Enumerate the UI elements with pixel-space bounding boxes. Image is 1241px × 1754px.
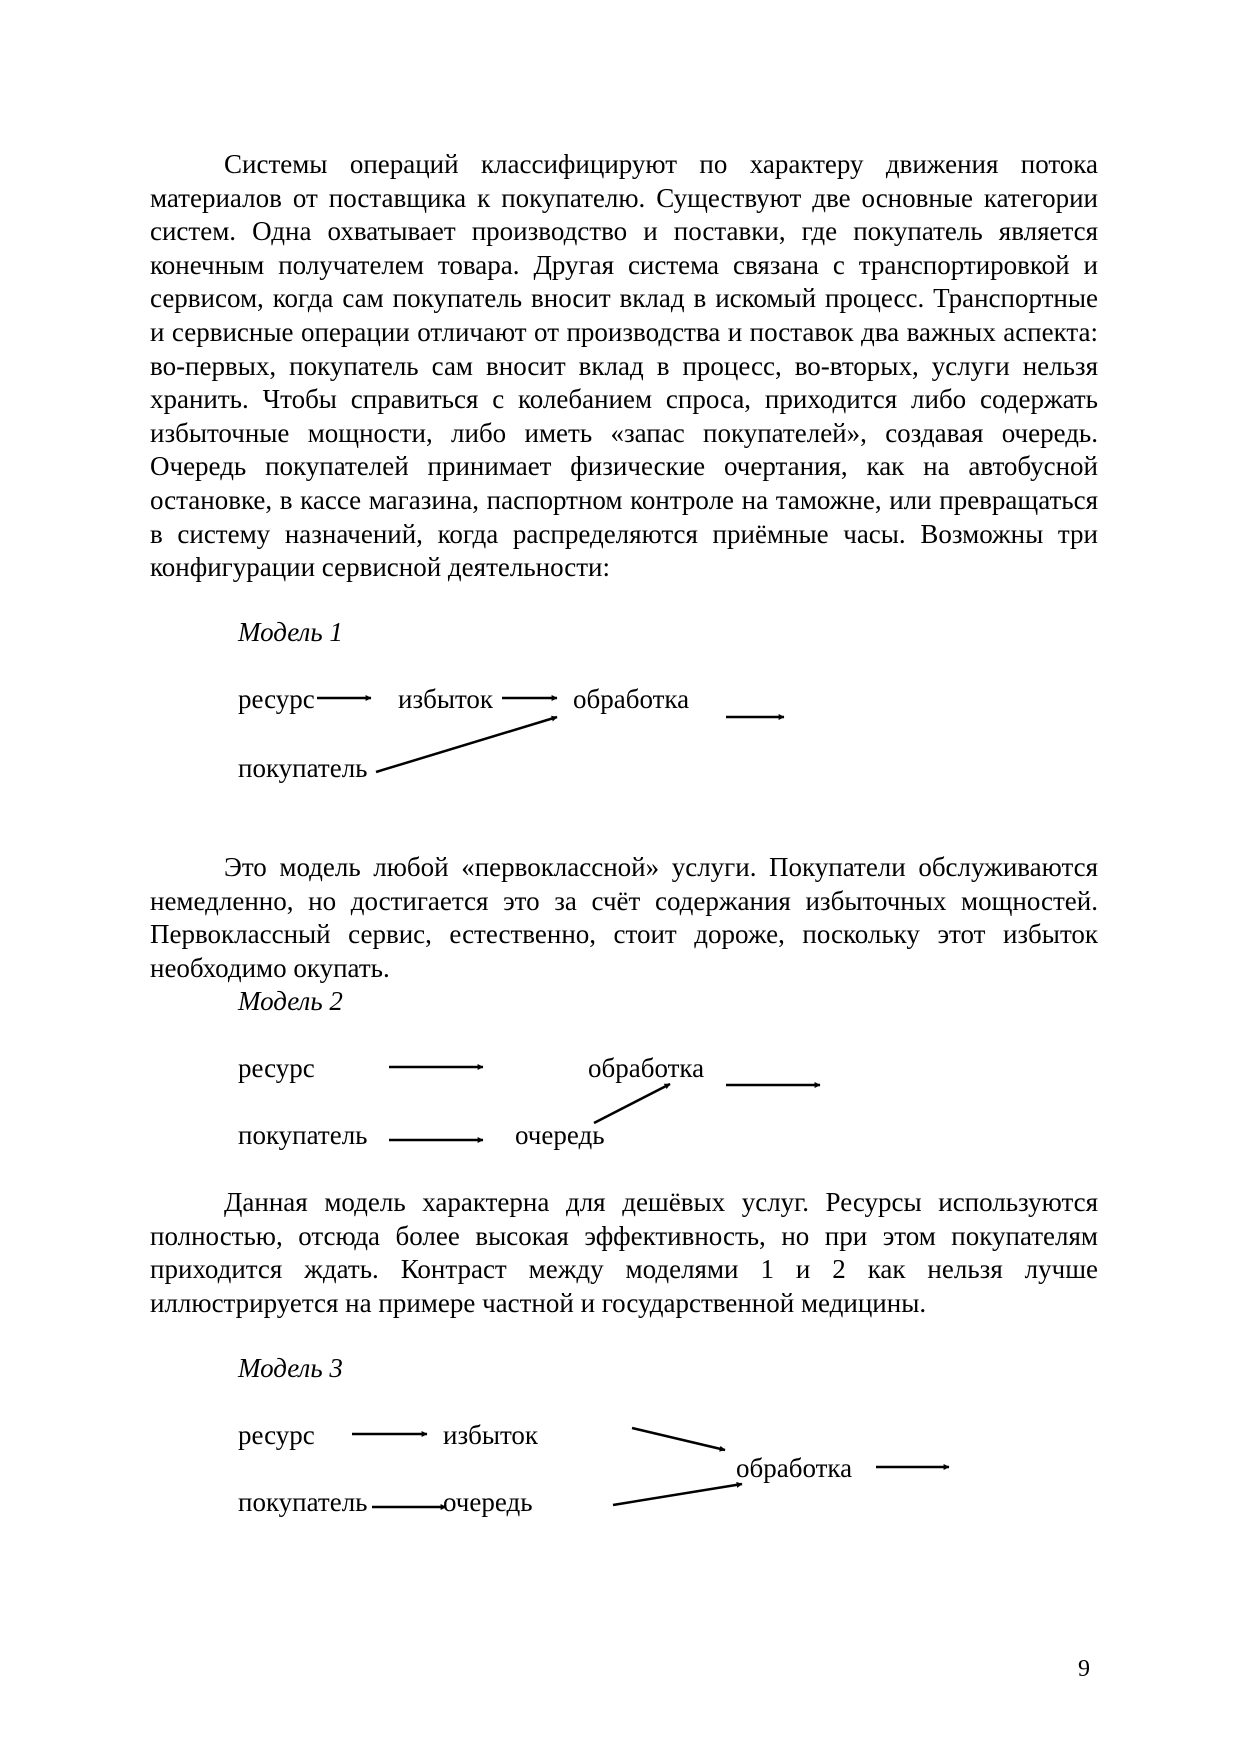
intro-paragraph: Системы операций классифицируют по характеру движения потока материалов от поставщика к покупателю. Существуют две основные категории систем. Одна охватывает производство и поставки, где покупатель является конечным получателем товара. Другая система связана с транспортировкой и сервисом, когда сам покупатель вносит вклад в искомый процесс. Транспортные и сервисные операции отличают от производства и поставок два важных аспекта: во-первых, покупатель сам вносит вклад в процесс, во-вторых, услуги нельзя хранить. Чтобы справиться с колебанием спроса, приходится либо содержать избыточные мощности, либо иметь «запас покупателей», создавая очередь. Очередь покупателей принимает физические очертания, как на автобусной остановке, в кассе магазина, паспортном контроле на таможне, или превращаться в систему назначений, когда распределяются приёмные часы. Возможны три конфигурации сервисной деятельности:: [150, 149, 1098, 583]
page-number: 9: [1078, 1656, 1090, 1682]
model-2-customer: покупатель: [238, 1120, 368, 1150]
model-3-queue: очередь: [443, 1487, 533, 1517]
model-1-description: Это модель любой «первоклассной» услуги. Покупатели обслуживаются немедленно, но достигается это за счёт содержания избыточных мощностей. Первоклассный сервис, естественно, стоит дороже, поскольку этот избыток необходимо окупать.: [150, 852, 1098, 983]
m2-arrow-queue-processing: [594, 1084, 670, 1123]
model-2-processing: обработка: [588, 1053, 705, 1083]
m1-arrow-customer-processing: [376, 717, 557, 772]
model-1-customer: покупатель: [238, 753, 368, 783]
model-1-processing: обработка: [573, 684, 690, 714]
model-2-resource: ресурс: [238, 1053, 315, 1083]
model-3-resource: ресурс: [238, 1420, 315, 1450]
model-3-label: Модель 3: [238, 1353, 343, 1383]
model-1-resource: ресурс: [238, 684, 315, 714]
model-1-surplus: избыток: [398, 684, 494, 714]
model-3-customer: покупатель: [238, 1487, 368, 1517]
m3-arrow-queue-processing: [613, 1484, 742, 1505]
m3-arrow-surplus-processing: [632, 1428, 725, 1450]
model-2-queue: очередь: [515, 1120, 605, 1150]
model-3-processing: обработка: [736, 1453, 853, 1483]
model-1-label: Модель 1: [238, 617, 343, 647]
model-3-surplus: избыток: [443, 1420, 539, 1450]
model-2-description: Данная модель характерна для дешёвых услуг. Ресурсы используются полностью, отсюда более высокая эффективность, но при этом покупателям приходится ждать. Контраст между моделями 1 и 2 как нельзя лучше иллюстрируется на примере частной и государственной медицины.: [150, 1187, 1098, 1318]
model-2-label: Модель 2: [238, 986, 343, 1016]
